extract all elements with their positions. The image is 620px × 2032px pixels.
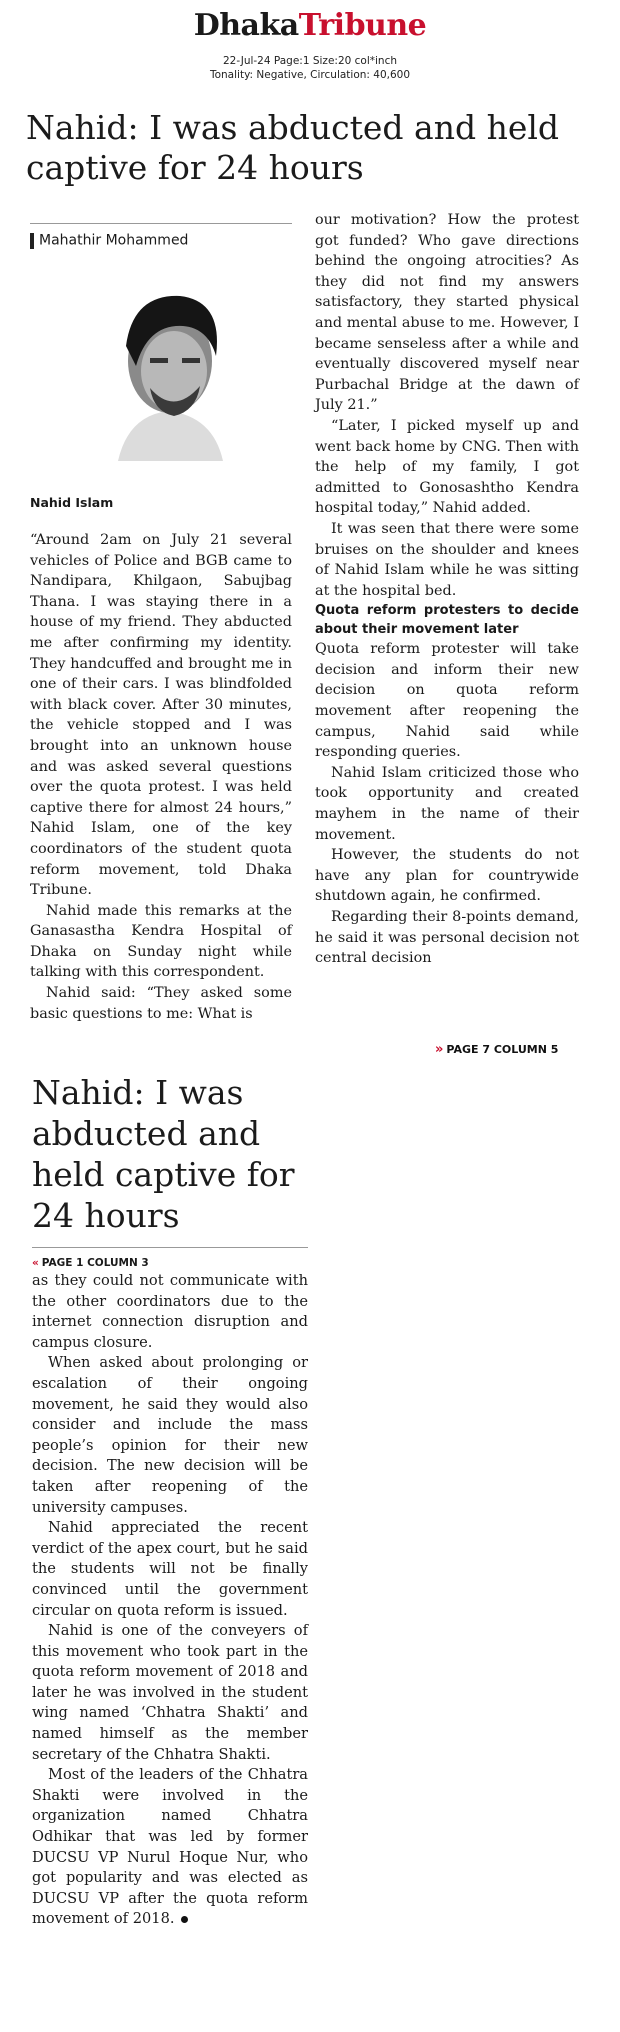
paragraph: “Later, I picked myself up and went back home by CNG. Then with the help of my family, I got admitted to Gonosashtho Kendra hospital today,” Nahid added. xyxy=(315,417,579,517)
portrait-photo xyxy=(88,276,248,461)
paragraph: as they could not communicate with the other coordinators due to the internet connection disruption and campus closure. xyxy=(32,1272,308,1351)
paragraph: Nahid made this remarks at the Ganasastha Kendra Hospital of Dhaka on Sunday night while talking with this correspondent. xyxy=(30,902,292,981)
paragraph-last xyxy=(32,1765,308,1930)
paragraph: However, the students do not have any plan for countrywide shutdown again, he confirmed. xyxy=(315,847,579,905)
article-headline: Nahid: I was abducted and held captive for 24 hours xyxy=(26,108,560,187)
jump-from-label: PAGE 1 COLUMN 3 xyxy=(41,1257,149,1269)
jump-to-label: PAGE 7 COLUMN 5 xyxy=(446,1043,559,1056)
paragraph: Nahid is one of the conveyers of this movement who took part in the quota reform movement of 2018 and later he was involved in the student wing named ‘Chhatra Shakti’ and named himself as the member secretary of the Chhatra Shakti. xyxy=(32,1622,308,1763)
end-mark-icon xyxy=(181,1916,188,1923)
newspaper-masthead xyxy=(0,8,620,43)
section-subhead: Quota reform protesters to decide about their movement later xyxy=(315,603,579,638)
article-column-1 xyxy=(30,530,292,1024)
paragraph: Nahid appreciated the recent verdict of the apex court, but he said the students will not be finally convinced until the government circular on quota reform is issued. xyxy=(32,1519,308,1619)
paragraph: It was seen that there were some bruises on the shoulder and knees of Nahid Islam while he was sitting at the hospital bed. xyxy=(315,520,579,599)
paragraph: “Around 2am on July 21 several vehicles of Police and BGB came to Nandipara, Khilgaon, Sabujbag Thana. I was staying there in a house of my friend. They abducted me after confirming my identity. They handcuffed and brought me in one of their cars. I was blindfolded with black cover. After 30 minutes, the vehicle stopped and I was brought into an unknown house and was asked several questions over the quota protest. I was held captive there for almost 24 hours,” Nahid Islam, one of the key coordinators of the student quota reform movement, told Dhaka Tribune. xyxy=(30,532,292,899)
clip-info-line2: Tonality: Negative, Circulation: 40,600 xyxy=(209,69,411,81)
paragraph: Quota reform protester will take decision and inform their new decision on quota reform movement after reopening the campus, Nahid said while responding queries. xyxy=(315,641,579,761)
clipping-info xyxy=(150,54,470,82)
byline-author: Mahathir Mohammed xyxy=(39,232,189,249)
double-chevron-right-icon: » xyxy=(435,1042,444,1057)
masthead-tribune: Tribune xyxy=(298,8,427,43)
paragraph: Nahid said: “They asked some basic questions to me: What is xyxy=(30,985,292,1022)
continued-from-marker xyxy=(32,1257,149,1269)
paragraph: When asked about prolonging or escalation of their ongoing movement, he said they would also consider and include the mass people’s opinion for their new decision. The new decision will be taken after reopening of the university campuses. xyxy=(32,1354,308,1516)
continuation-headline: Nahid: I was abducted and held captive for 24 hours xyxy=(32,1073,295,1235)
photo-caption: Nahid Islam xyxy=(30,495,114,510)
byline xyxy=(30,223,292,249)
continued-on-marker xyxy=(435,1042,558,1057)
paragraph-text: Most of the leaders of the Chhatra Shakti were involved in the organization named Chhatra Odhikar that was led by former DUCSU VP Nurul Hoque Nur, who got popularity and was elected as DUCSU VP after the quota reform movement of 2018. xyxy=(32,1766,308,1928)
continuation-column xyxy=(32,1271,308,1930)
article-column-2 xyxy=(315,210,579,969)
paragraph: Regarding their 8-points demand, he said it was personal decision not central decision xyxy=(315,909,579,967)
byline-bar xyxy=(30,233,34,249)
divider xyxy=(32,1247,308,1248)
double-chevron-left-icon: « xyxy=(32,1257,39,1269)
paragraph: our motivation? How the protest got funded? Who gave directions behind the ongoing atrocities? As they did not find my answers satisfactory, they started physical and mental abuse to me. However, I became senseless after a while and eventually discovered myself near Purbachal Bridge at the dawn of July 21.” xyxy=(315,212,579,414)
clip-info-line1: 22-Jul-24 Page:1 Size:20 col*inch xyxy=(222,55,398,67)
masthead-dhaka: Dhaka xyxy=(193,8,299,43)
paragraph: Nahid Islam criticized those who took opportunity and created mayhem in the name of their movement. xyxy=(315,764,579,843)
